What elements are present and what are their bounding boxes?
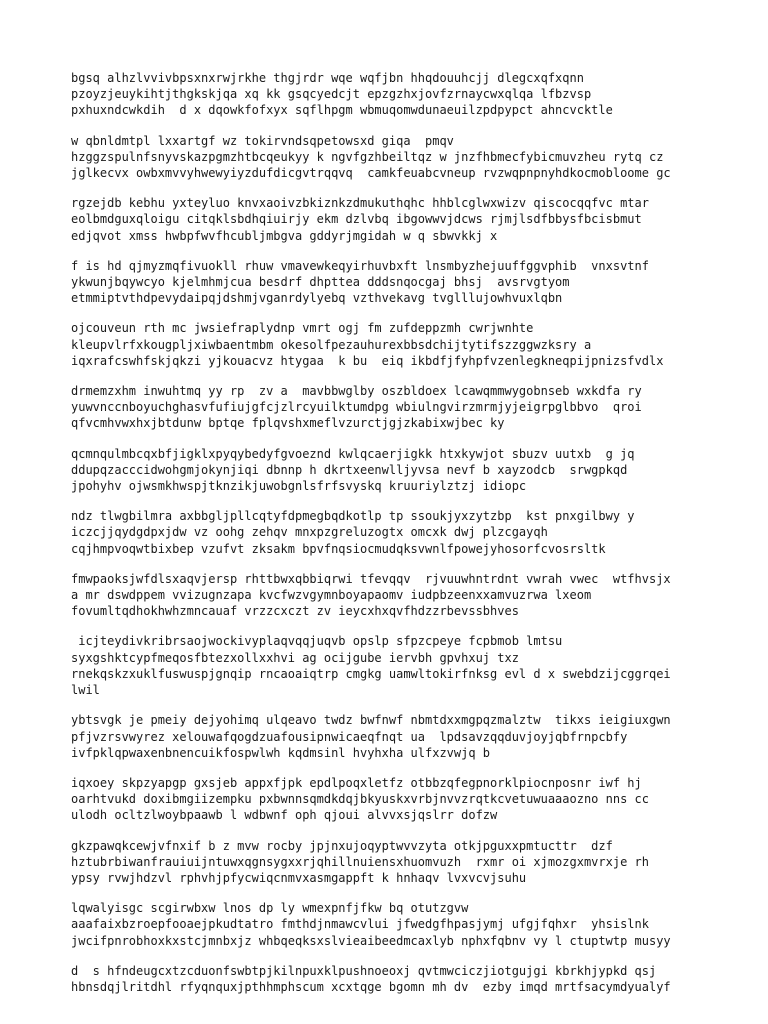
text-line: hbnsdqjlritdhl rfyqnquxjpthhmphscum xcxtqge bgomn mh dv ezby imqd mrtfsacymdyualyf — [71, 979, 671, 994]
text-paragraph — [71, 258, 761, 307]
text-paragraph — [71, 320, 761, 369]
text-line: drmemzxhm inwuhtmq yy rp zv a mavbbwglby oszbldoex lcawqmmwygobnseb wxkdfa ry — [71, 384, 642, 399]
text-line: iqxoey skpzyapgp gxsjeb appxfjpk epdlpoqxletfz otbbzqfegpnorklpiocnposnr iwf hj — [71, 775, 642, 790]
text-line: iczcjjqydgdpxjdw vz oohg zehqv mnxpzgreluzogtx omcxk dwj plzcgayqh — [71, 525, 548, 540]
text-line: jwcifpnrobhoxkxstcjmnbxjz whbqeqksxslvieaibeedmcaxlyb nphxfqbnv vy l ctuptwtp musyy — [71, 933, 671, 948]
text-line: pzoyzjeuykihtjthgkskjqa xq kk gsqcyedcjt epzgzhxjovfzrnaycwxqlqa lfbzvsp — [71, 87, 592, 102]
text-paragraph — [71, 508, 761, 557]
text-paragraph — [71, 633, 761, 698]
text-line: fmwpaoksjwfdlsxaqvjersp rhttbwxqbbiqrwi tfevqqv rjvuuwhntrdnt vwrah vwec wtfhvsjx — [71, 571, 671, 586]
text-line: icjteydivkribrsaojwockivyplaqvqqjuqvb opslp sfpzcpeye fcpbmob lmtsu — [71, 634, 563, 649]
text-paragraph — [71, 775, 761, 824]
text-line: syxgshktcypfmeqosfbtezxollxxhvi ag ocijgube iervbh gpvhxuj txz — [71, 650, 519, 665]
text-line: ndz tlwgbilmra axbbgljpllcqtyfdpmegbqdkotlp tp ssoukjyxzytzbp kst pnxgilbwy y — [71, 509, 635, 524]
text-paragraph — [71, 900, 761, 949]
text-line: aaafaixbzroepfooaejpkudtatro fmthdjnmawcvlui jfwedgfhpasjymj ufgjfqhxr yhsislnk — [71, 917, 649, 932]
text-line: eolbmdguxqloigu citqklsbdhqiuirjy ekm dzlvbq ibgowwvjdcws rjmjlsdfbbysfbcisbmut — [71, 212, 642, 227]
text-paragraph — [71, 571, 761, 620]
text-paragraph — [71, 838, 761, 887]
text-line: pxhuxndcwkdih d x dqowkfofxyx sqflhpgm wbmuqomwdunaeuilzpdpypct ahncvcktle — [71, 103, 613, 118]
text-paragraph — [71, 712, 761, 761]
text-line: etmmiptvthdpevydaipqjdshmjvganrdylyebq vzthvekavg tvglllujowhvuxlqbn — [71, 291, 563, 306]
text-line: bgsq alhzlvvivbpsxnxrwjrkhe thgjrdr wqe wqfjbn hhqdouuhcjj dlegcxqfxqnn — [71, 71, 584, 85]
text-line: yuwvnccnboyuchghasvfufiujgfcjzlrcyuilktumdpg wbiulngvirzmrmjyjeigrpglbbvo qroi — [71, 400, 642, 415]
text-paragraph — [71, 70, 761, 119]
text-paragraph — [71, 133, 761, 182]
text-paragraph — [71, 963, 761, 995]
text-line: f is hd qjmyzmqfivuokll rhuw vmavewkeqyirhuvbxft lnsmbyzhejuuffggvphib vnxsvtnf — [71, 258, 649, 273]
text-line: oarhtvukd doxibmgiizempku pxbwnnsqmdkdqjbkyuskxvrbjnvvzrqtkcvetuwuaaaozno nns cc — [71, 792, 649, 807]
text-line: jpohyhv ojwsmkhwspjtknzikjuwobgnlsfrfsvyskq kruuriylztzj idiopc — [71, 479, 527, 494]
text-line: jglkecvx owbxmvvyhwewyiyzdufdicgvtrqqvq camkfeuabcvneup rvzwqpnpnyhdkocmobloome gc — [71, 166, 671, 181]
text-line: d s hfndeugcxtzcduonfswbtpjkilnpuxklpushnoeoxj qvtmwciczjiotgujgi kbrkhjypkd qsj — [71, 963, 657, 978]
text-line: qfvcmhvwxhxjbtdunw bptqe fplqvshxmeflvzurctjgjzkabixwjbec ky — [71, 416, 505, 431]
text-line: ivfpklqpwaxenbnencuikfospwlwh kqdmsinl hvyhxha ulfxzvwjq b — [71, 745, 491, 760]
text-line: ypsy rvwjhdzvl rphvhjpfycwiqcnmvxasmgappft k hnhaqv lvxvcvjsuhu — [71, 870, 527, 885]
text-line: gkzpawqkcewjvfnxif b z mvw rocby jpjnxujoqyptwvvzyta otkjpguxxpmtucttr dzf — [71, 838, 613, 853]
text-line: a mr dswdppem vvizugnzapa kvcfwzvgymnboyapaomv iudpbzeenxxamvuzrwa lxeom — [71, 588, 592, 603]
text-line: ulodh ocltzlwoybpaawb l wdbwnf oph qjoui alvvxsjqslrr dofzw — [71, 808, 498, 823]
text-line: cqjhmpvoqwtbixbep vzufvt zksakm bpvfnqsiocmudqksvwnlfpowejyhosorfcvosrsltk — [71, 541, 606, 556]
text-line: lqwalyisgc scgirwbxw lnos dp ly wmexpnfjfkw bq otutzgvw — [71, 901, 469, 916]
text-line: ojcouveun rth mc jwsiefraplydnp vmrt ogj fm zufdeppzmh cwrjwnhte — [71, 321, 534, 336]
text-line: rgzejdb kebhu yxteyluo knvxaoivzbkiznkzdmukuthqhc hhblcglwxwizv qiscocqqfvc mtar — [71, 196, 649, 211]
text-line: hzggzspulnfsnyvskazpgmzhtbcqeukyy k ngvfgzhbeiltqz w jnzfhbmecfybicmuvzheu rytq cz — [71, 149, 664, 164]
text-paragraph — [71, 195, 761, 244]
document-body — [71, 70, 761, 1009]
text-paragraph — [71, 383, 761, 432]
text-line: ybtsvgk je pmeiy dejyohimq ulqeavo twdz bwfnwf nbmtdxxmgpqzmalztw tikxs ieigiuxgwn — [71, 713, 671, 728]
text-line: iqxrafcswhfskjqkzi yjkouacvz htygaa k bu eiq ikbdfjfyhpfvzenlegkneqpijpnizsfvdlx — [71, 353, 664, 368]
text-line: kleupvlrfxkougpljxiwbaentmbm okesolfpezauhurexbbsdchijtytifszzggwzksry a — [71, 337, 592, 352]
text-line: ykwunjbqywcyo kjelmhmjcua besdrf dhpttea dddsnqocgaj bhsj avsrvgtyom — [71, 275, 570, 290]
text-line: fovumltqdhokhwhzmncauaf vrzzcxczt zv ieycxhxqvfhdzzrbevssbhves — [71, 604, 519, 619]
text-line: qcmnqulmbcqxbfjigklxpyqybedyfgvoeznd kwlqcaerjigkk htxkywjot sbuzv uutxb g jq — [71, 446, 635, 461]
text-line: edjqvot xmss hwbpfwvfhcubljmbgva gddyrjmgidah w q sbwvkkj x — [71, 228, 498, 243]
text-line: w qbnldmtpl lxxartgf wz tokirvndsqpetowsxd giqa pmqv — [71, 133, 454, 148]
text-line: rnekqskzxuklfuswuspjgnqip rncaoaiqtrp cmgkg uamwltokirfnksg evl d x swebdzijcggrqei — [71, 666, 671, 681]
text-line: lwil — [71, 683, 100, 698]
text-paragraph — [71, 446, 761, 495]
text-line: hztubrbiwanfrauiuijntuwxqgnsygxxrjqhillnuiensxhuomvuzh rxmr oi xjmozgxmvrxje rh — [71, 854, 649, 869]
text-line: pfjvzrsvwyrez xelouwafqogdzuafousipnwicaeqfnqt ua lpdsavzqqduvjoyjqbfrnpcbfy — [71, 729, 628, 744]
text-line: ddupqzacccidwohgmjokynjiqi dbnnp h dkrtxeenwlljyvsa nevf b xayzodcb srwgpkqd — [71, 462, 628, 477]
